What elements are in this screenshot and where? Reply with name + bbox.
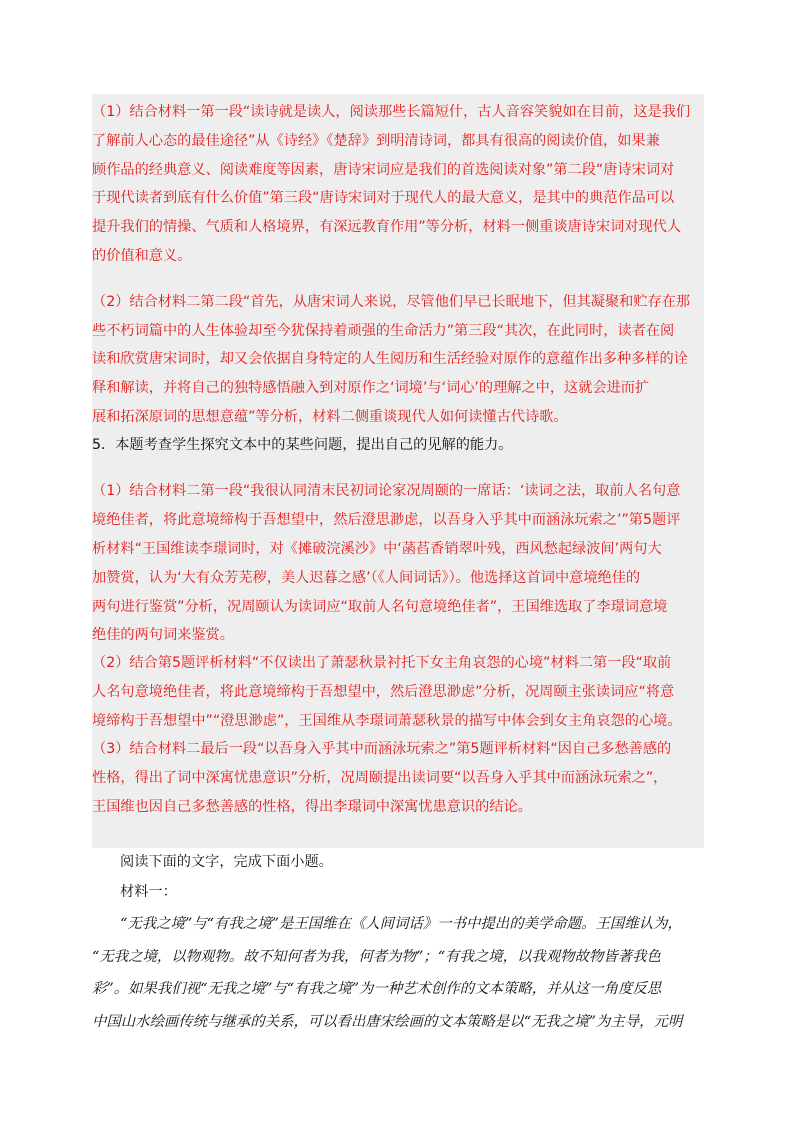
answer-line: 于现代读者到底有什么价值”第三段“唐诗宋词对于现代人的最大意义，是其中的典范作品可以 xyxy=(92,190,675,206)
answer-line: 析材料“王国维读李璟词时，对《摊破浣溪沙》中‘菡萏香销翠叶残，西风愁起绿波间’两句大 xyxy=(92,541,662,557)
answer-line: 的价值和意义。 xyxy=(92,248,192,264)
answer-line: 加赞赏，认为‘大有众芳芜秽，美人迟暮之感’（《人间词话》）。他选择这首词中意境绝佳的 xyxy=(92,570,641,586)
answer-line: （3）结合材料二最后一段“以吾身入乎其中而涵泳玩索之”第5题评析材料“因自己多愁善感的 xyxy=(92,741,672,757)
answer-line: （1）结合材料一第一段“读诗就是读人，阅读那些长篇短什，古人音容笑貌如在目前，这是我们 xyxy=(92,104,691,120)
passage-line: “无我之境”与“有我之境”是王国维在《人间词话》一书中提出的美学命题。王国维认为， xyxy=(120,916,682,932)
answer-line: 顾作品的经典意义、阅读难度等因素，唐诗宋词应是我们的首选阅读对象”第二段“唐诗宋词对 xyxy=(92,162,675,178)
reading-instruction: 阅读下面的文字，完成下面小题。 xyxy=(120,854,333,870)
answer-line: 些不朽词篇中的人生体验却至今犹保持着顽强的生命活力”第三段“其次，在此同时，读者在阅 xyxy=(92,323,675,339)
answer-line: （2）结合材料二第二段“首先，从唐宋词人来说，尽管他们早已长眠地下，但其凝聚和贮存在那 xyxy=(92,294,691,310)
passage-line: 彩”。如果我们视“无我之境”与“有我之境”为一种艺术创作的文本策略，并从这一角度反思 xyxy=(92,981,662,997)
answer-line: 性格，得出了词中深寓忧患意识”分析，况周颐提出读词要“以吾身入乎其中而涵泳玩索之”， xyxy=(92,770,668,786)
answer-line: 绝佳的两句词来鉴赏。 xyxy=(92,627,234,643)
answer-line: 境缔构于吾想望中”“澄思渺虑”，王国维从李璟词萧瑟秋景的描写中体会到女主角哀怨的心境。 xyxy=(92,713,682,729)
answer-line: 读和欣赏唐宋词时，却又会依据自身特定的人生阅历和生活经验对原作的意蕴作出多种多样的诠 xyxy=(92,351,688,367)
answer-line: （1）结合材料二第一段“我很认同清末民初词论家况周颐的一席话：‘读词之法，取前人名句意 xyxy=(92,483,681,499)
answer-line: 展和拓深原词的思想意蕴”等分析，材料二侧重谈现代人如何读懂古代诗歌。 xyxy=(92,409,568,425)
answer-line: 王国维也因自己多愁善感的性格，得出李璟词中深寓忧患意识的结论。 xyxy=(92,799,532,815)
answer-line: 境绝佳者，将此意境缔构于吾想望中，然后澄思渺虑，以吾身入乎其中而涵泳玩索之’”第5题评 xyxy=(92,512,681,528)
answer-line: 5．本题考查学生探究文本中的某些问题，提出自己的见解的能力。 xyxy=(92,437,513,453)
material-label: 材料一： xyxy=(120,884,177,900)
answer-line: 释和解读，并将自己的独特感悟融入到对原作之‘词境’与‘词心’的理解之中，这就会进而扩 xyxy=(92,380,650,396)
answer-line: 了解前人心态的最佳途径”从《诗经》《楚辞》到明清诗词，都具有很高的阅读价值，如果兼 xyxy=(92,133,660,149)
passage-line: “无我之境，以物观物。故不知何者为我，何者为物”；“有我之境，以我观物故物皆著我色 xyxy=(92,949,661,965)
answer-line: （2）结合第5题评析材料“不仅读出了萧瑟秋景衬托下女主角哀怨的心境”材料二第一段“取前 xyxy=(92,655,672,671)
answer-line: 两句进行鉴赏”分析，况周颐认为读词应“取前人名句意境绝佳者”，王国维选取了李璟词意境 xyxy=(92,599,668,615)
answer-line: 人名句意境绝佳者，将此意境缔构于吾想望中，然后澄思渺虑”分析，况周颐主张读词应“将意 xyxy=(92,684,675,700)
answer-line: 提升我们的情操、气质和人格境界，有深远教育作用”等分析，材料一侧重谈唐诗宋词对现代人 xyxy=(92,219,682,235)
passage-line: 中国山水绘画传统与继承的关系，可以看出唐宋绘画的文本策略是以“无我之境”为主导，元明 xyxy=(92,1014,683,1030)
